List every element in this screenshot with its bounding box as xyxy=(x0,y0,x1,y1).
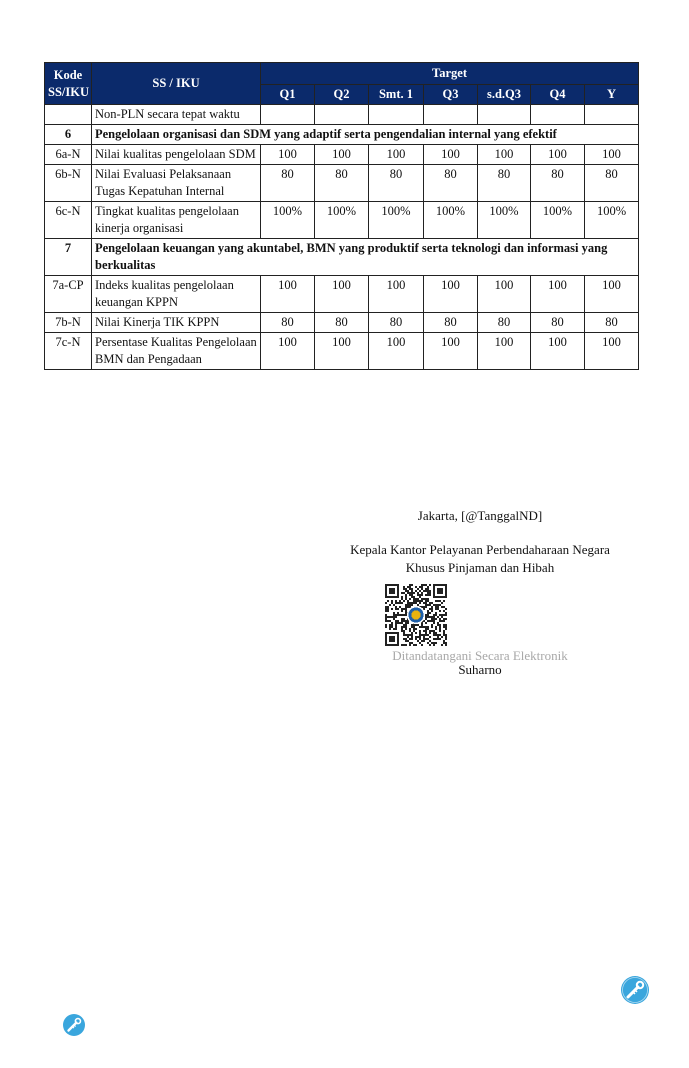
header-q1: Q1 xyxy=(261,85,315,105)
row-label: Nilai Evaluasi Pelaksanaan Tugas Kepatuhan Internal xyxy=(92,165,261,202)
target-value: 80 xyxy=(585,313,639,333)
key-icon xyxy=(63,1014,85,1036)
iku-target-table xyxy=(44,62,639,370)
target-value: 100% xyxy=(261,202,315,239)
target-value: 100 xyxy=(315,276,369,313)
target-value: 80 xyxy=(315,165,369,202)
qr-code-icon xyxy=(385,584,447,646)
target-value: 80 xyxy=(369,313,424,333)
row-code: 7a-CP xyxy=(45,276,92,313)
header-target: Target xyxy=(261,63,639,85)
target-value: 100 xyxy=(369,333,424,370)
target-value: 80 xyxy=(478,313,531,333)
target-value: 100 xyxy=(478,145,531,165)
target-value: 80 xyxy=(261,165,315,202)
target-value: 100 xyxy=(315,145,369,165)
target-value: 100 xyxy=(531,276,585,313)
key-icon xyxy=(621,976,649,1004)
group-code: 7 xyxy=(45,239,92,276)
target-value: 80 xyxy=(369,165,424,202)
table-row xyxy=(45,333,639,370)
header-q2: Q2 xyxy=(315,85,369,105)
header-ss-iku: SS / IKU xyxy=(92,63,261,105)
target-value: 80 xyxy=(315,313,369,333)
group-row xyxy=(45,239,639,276)
row-code: 7c-N xyxy=(45,333,92,370)
target-value: 100 xyxy=(424,333,478,370)
target-value: 100 xyxy=(424,276,478,313)
signer-name: Suharno xyxy=(458,662,502,677)
target-value: 100 xyxy=(424,145,478,165)
group-row xyxy=(45,125,639,145)
table-row xyxy=(45,202,639,239)
signature-position-line2: Khusus Pinjaman dan Hibah xyxy=(405,560,555,575)
target-value: 100 xyxy=(369,145,424,165)
target-value: 80 xyxy=(531,313,585,333)
target-value: 80 xyxy=(531,165,585,202)
target-value: 100% xyxy=(531,202,585,239)
row-code xyxy=(45,105,92,125)
target-value: 100% xyxy=(315,202,369,239)
row-code: 7b-N xyxy=(45,313,92,333)
target-value: 80 xyxy=(585,165,639,202)
target-value: 100 xyxy=(531,333,585,370)
group-title: Pengelolaan keuangan yang akuntabel, BMN yang produktif serta teknologi dan informasi yang berkualitas xyxy=(92,239,639,276)
target-value: 100% xyxy=(424,202,478,239)
target-value: 100 xyxy=(369,276,424,313)
header-sdq3: s.d.Q3 xyxy=(478,85,531,105)
row-label: Non-PLN secara tepat waktu xyxy=(92,105,261,125)
header-smt1: Smt. 1 xyxy=(369,85,424,105)
target-value: 100 xyxy=(585,145,639,165)
header-q4: Q4 xyxy=(531,85,585,105)
target-value: 100% xyxy=(369,202,424,239)
group-title: Pengelolaan organisasi dan SDM yang adaptif serta pengendalian internal yang efektif xyxy=(92,125,639,145)
target-value: 100 xyxy=(585,276,639,313)
table-row xyxy=(45,105,639,125)
row-label: Tingkat kualitas pengelolaan kinerja organisasi xyxy=(92,202,261,239)
row-code: 6a-N xyxy=(45,145,92,165)
target-value: 100% xyxy=(478,202,531,239)
target-value: 100% xyxy=(585,202,639,239)
target-value: 100 xyxy=(261,145,315,165)
header-q3: Q3 xyxy=(424,85,478,105)
header-y: Y xyxy=(585,85,639,105)
target-value: 80 xyxy=(424,165,478,202)
target-value: 100 xyxy=(261,333,315,370)
row-label: Nilai kualitas pengelolaan SDM xyxy=(92,145,261,165)
table-row xyxy=(45,145,639,165)
row-code: 6b-N xyxy=(45,165,92,202)
target-value: 80 xyxy=(261,313,315,333)
target-value: 100 xyxy=(478,276,531,313)
row-label: Indeks kualitas pengelolaan keuangan KPPN xyxy=(92,276,261,313)
target-value: 100 xyxy=(585,333,639,370)
target-value: 80 xyxy=(478,165,531,202)
signature-place-date: Jakarta, [@TanggalND] xyxy=(417,508,543,523)
row-label: Nilai Kinerja TIK KPPN xyxy=(92,313,261,333)
table-row xyxy=(45,276,639,313)
target-value: 100 xyxy=(315,333,369,370)
table-row xyxy=(45,313,639,333)
e-sign-note: Ditandatangani Secara Elektronik xyxy=(392,648,568,663)
target-value: 100 xyxy=(478,333,531,370)
header-kode: Kode SS/IKU xyxy=(45,63,92,105)
group-code: 6 xyxy=(45,125,92,145)
target-value: 100 xyxy=(261,276,315,313)
row-label: Persentase Kualitas Pengelolaan BMN dan Pengadaan xyxy=(92,333,261,370)
row-code: 6c-N xyxy=(45,202,92,239)
target-value: 100 xyxy=(531,145,585,165)
signature-position-line1: Kepala Kantor Pelayanan Perbendaharaan Negara xyxy=(350,542,610,557)
table-row xyxy=(45,165,639,202)
target-value: 80 xyxy=(424,313,478,333)
